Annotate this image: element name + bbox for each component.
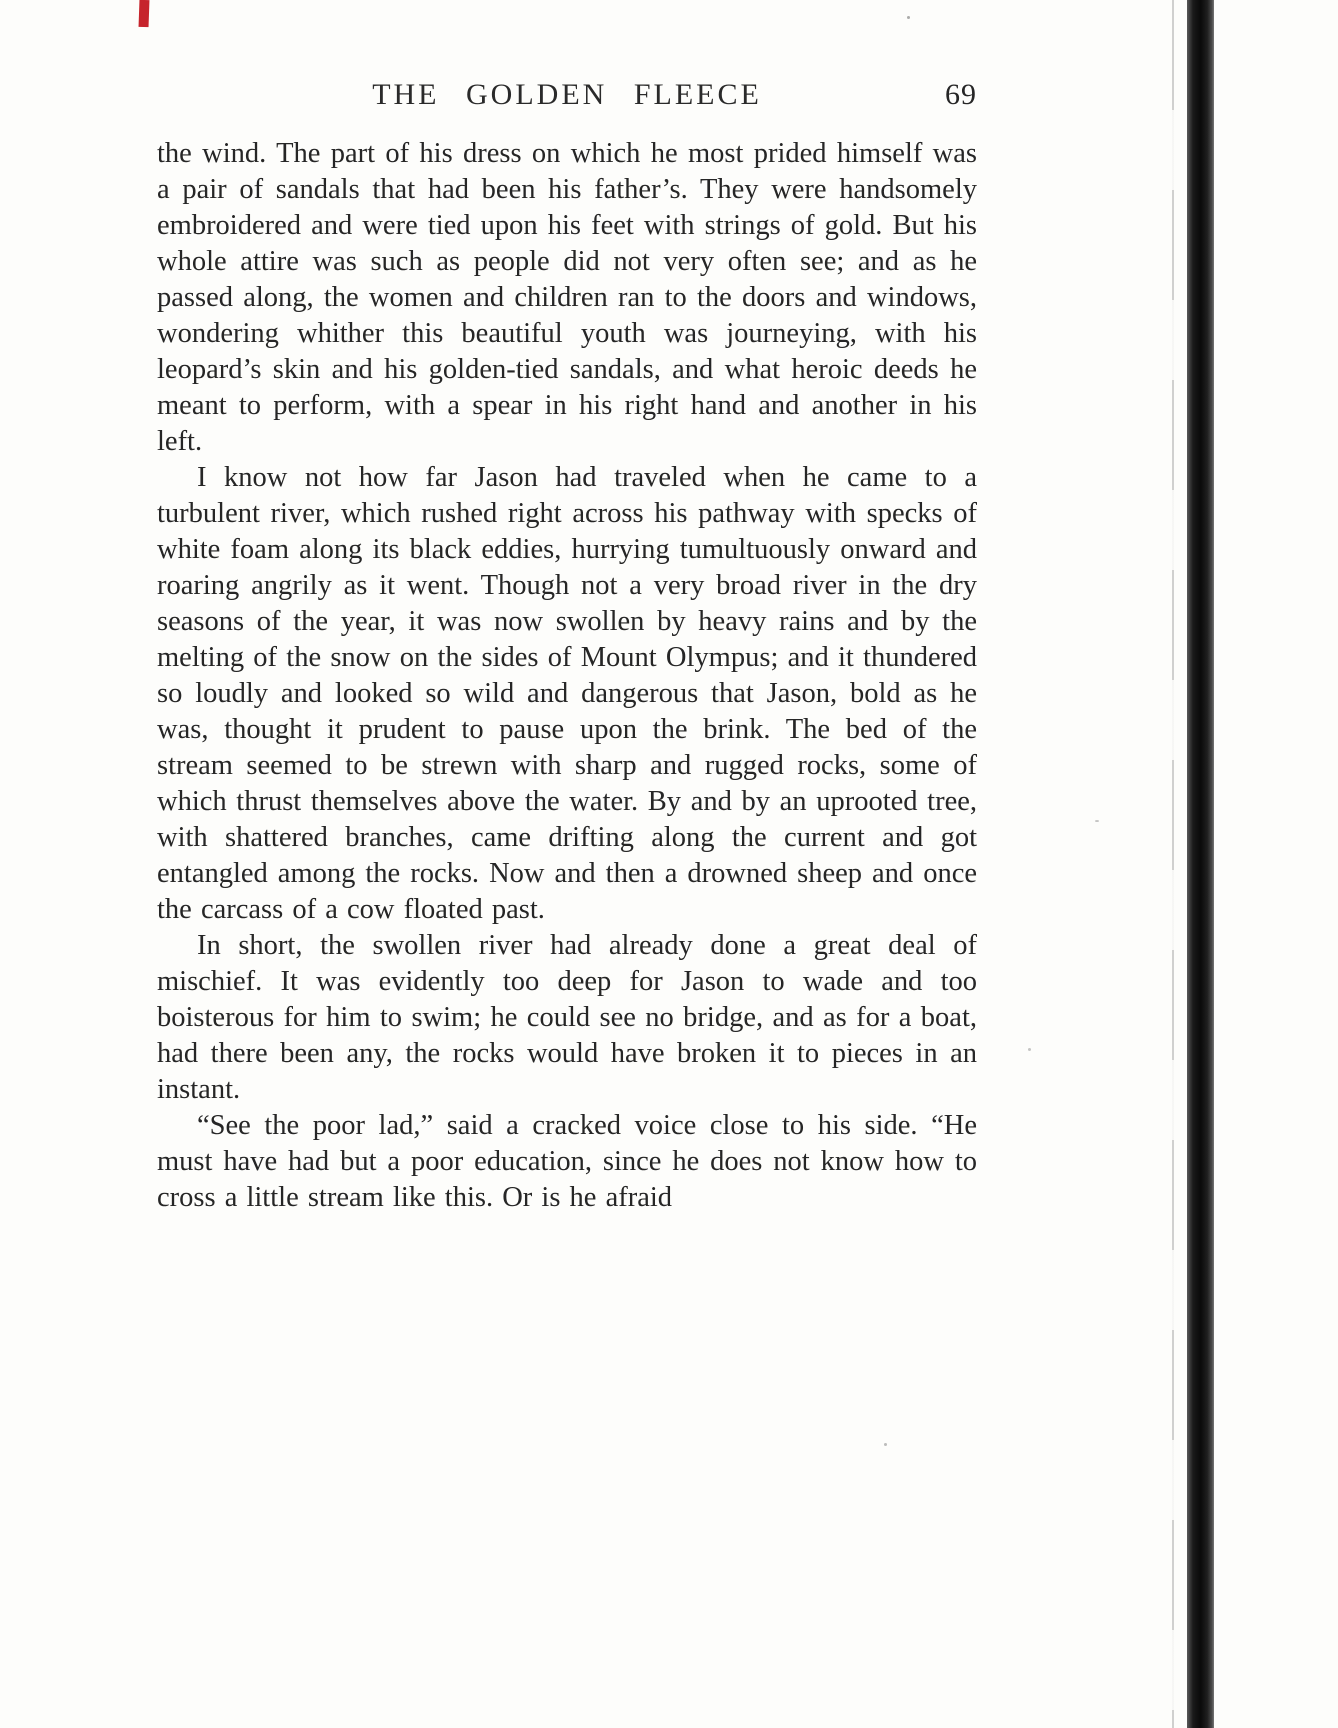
scan-speck — [1028, 1048, 1031, 1051]
paragraph-4: “See the poor lad,” said a cracked voice close to his side. “He must have had but a poor education, since he does not know how to cross a little stream like this. Or is he afraid — [157, 1110, 977, 1213]
scan-speck — [1095, 820, 1099, 822]
page-body — [157, 136, 977, 1216]
scan-speck — [907, 16, 910, 19]
paragraph-3: In short, the swollen river had already done a great deal of mischief. It was evidently too deep for Jason to wade and too boisterous for him to swim; he could see no bridge, and as for a boat, had there been any, the rocks would have broken it to pieces in an instant. — [157, 930, 977, 1105]
paragraph-2: I know not how far Jason had traveled when he came to a turbulent river, which rushed right across his pathway with specks of white foam along its black eddies, hurrying tumultuously onward and roaring angrily as it went. Though not a very broad river in the dry seasons of the year, it was now swollen by heavy rains and by the melting of the snow on the sides of Mount Olympus; and it thundered so loudly and looked so wild and dangerous that Jason, bold as he was, thought it prudent to pause upon the brink. The bed of the stream seemed to be strewn with sharp and rugged rocks, some of which thrust themselves above the water. By and by an uprooted tree, with shattered branches, came drifting along the current and got entangled among the rocks. Now and then a drowned sheep and once the carcass of a cow floated past. — [157, 462, 977, 925]
scan-speck — [884, 1443, 887, 1446]
page-content — [157, 78, 977, 1216]
paragraph-1: the wind. The part of his dress on which he most prided himself was a pair of sandals that had been his father’s. They were handsomely embroidered and were tied upon his feet with strings of gold. But his whole attire was such as people did not very often see; and as he passed along, the women and children ran to the doors and windows, wondering whither this beautiful youth was journeying, with his leopard’s skin and his golden-tied sandals, and what heroic deeds he meant to perform, with a spear in his right hand and another in his left. — [157, 138, 977, 457]
book-binding-shadow — [1187, 0, 1214, 1728]
scan-red-mark — [139, 0, 150, 27]
page-number: 69 — [945, 78, 977, 111]
scan-edge-line — [1172, 0, 1174, 1728]
book-title-header: THE GOLDEN FLEECE — [372, 78, 762, 111]
running-header — [157, 78, 977, 120]
